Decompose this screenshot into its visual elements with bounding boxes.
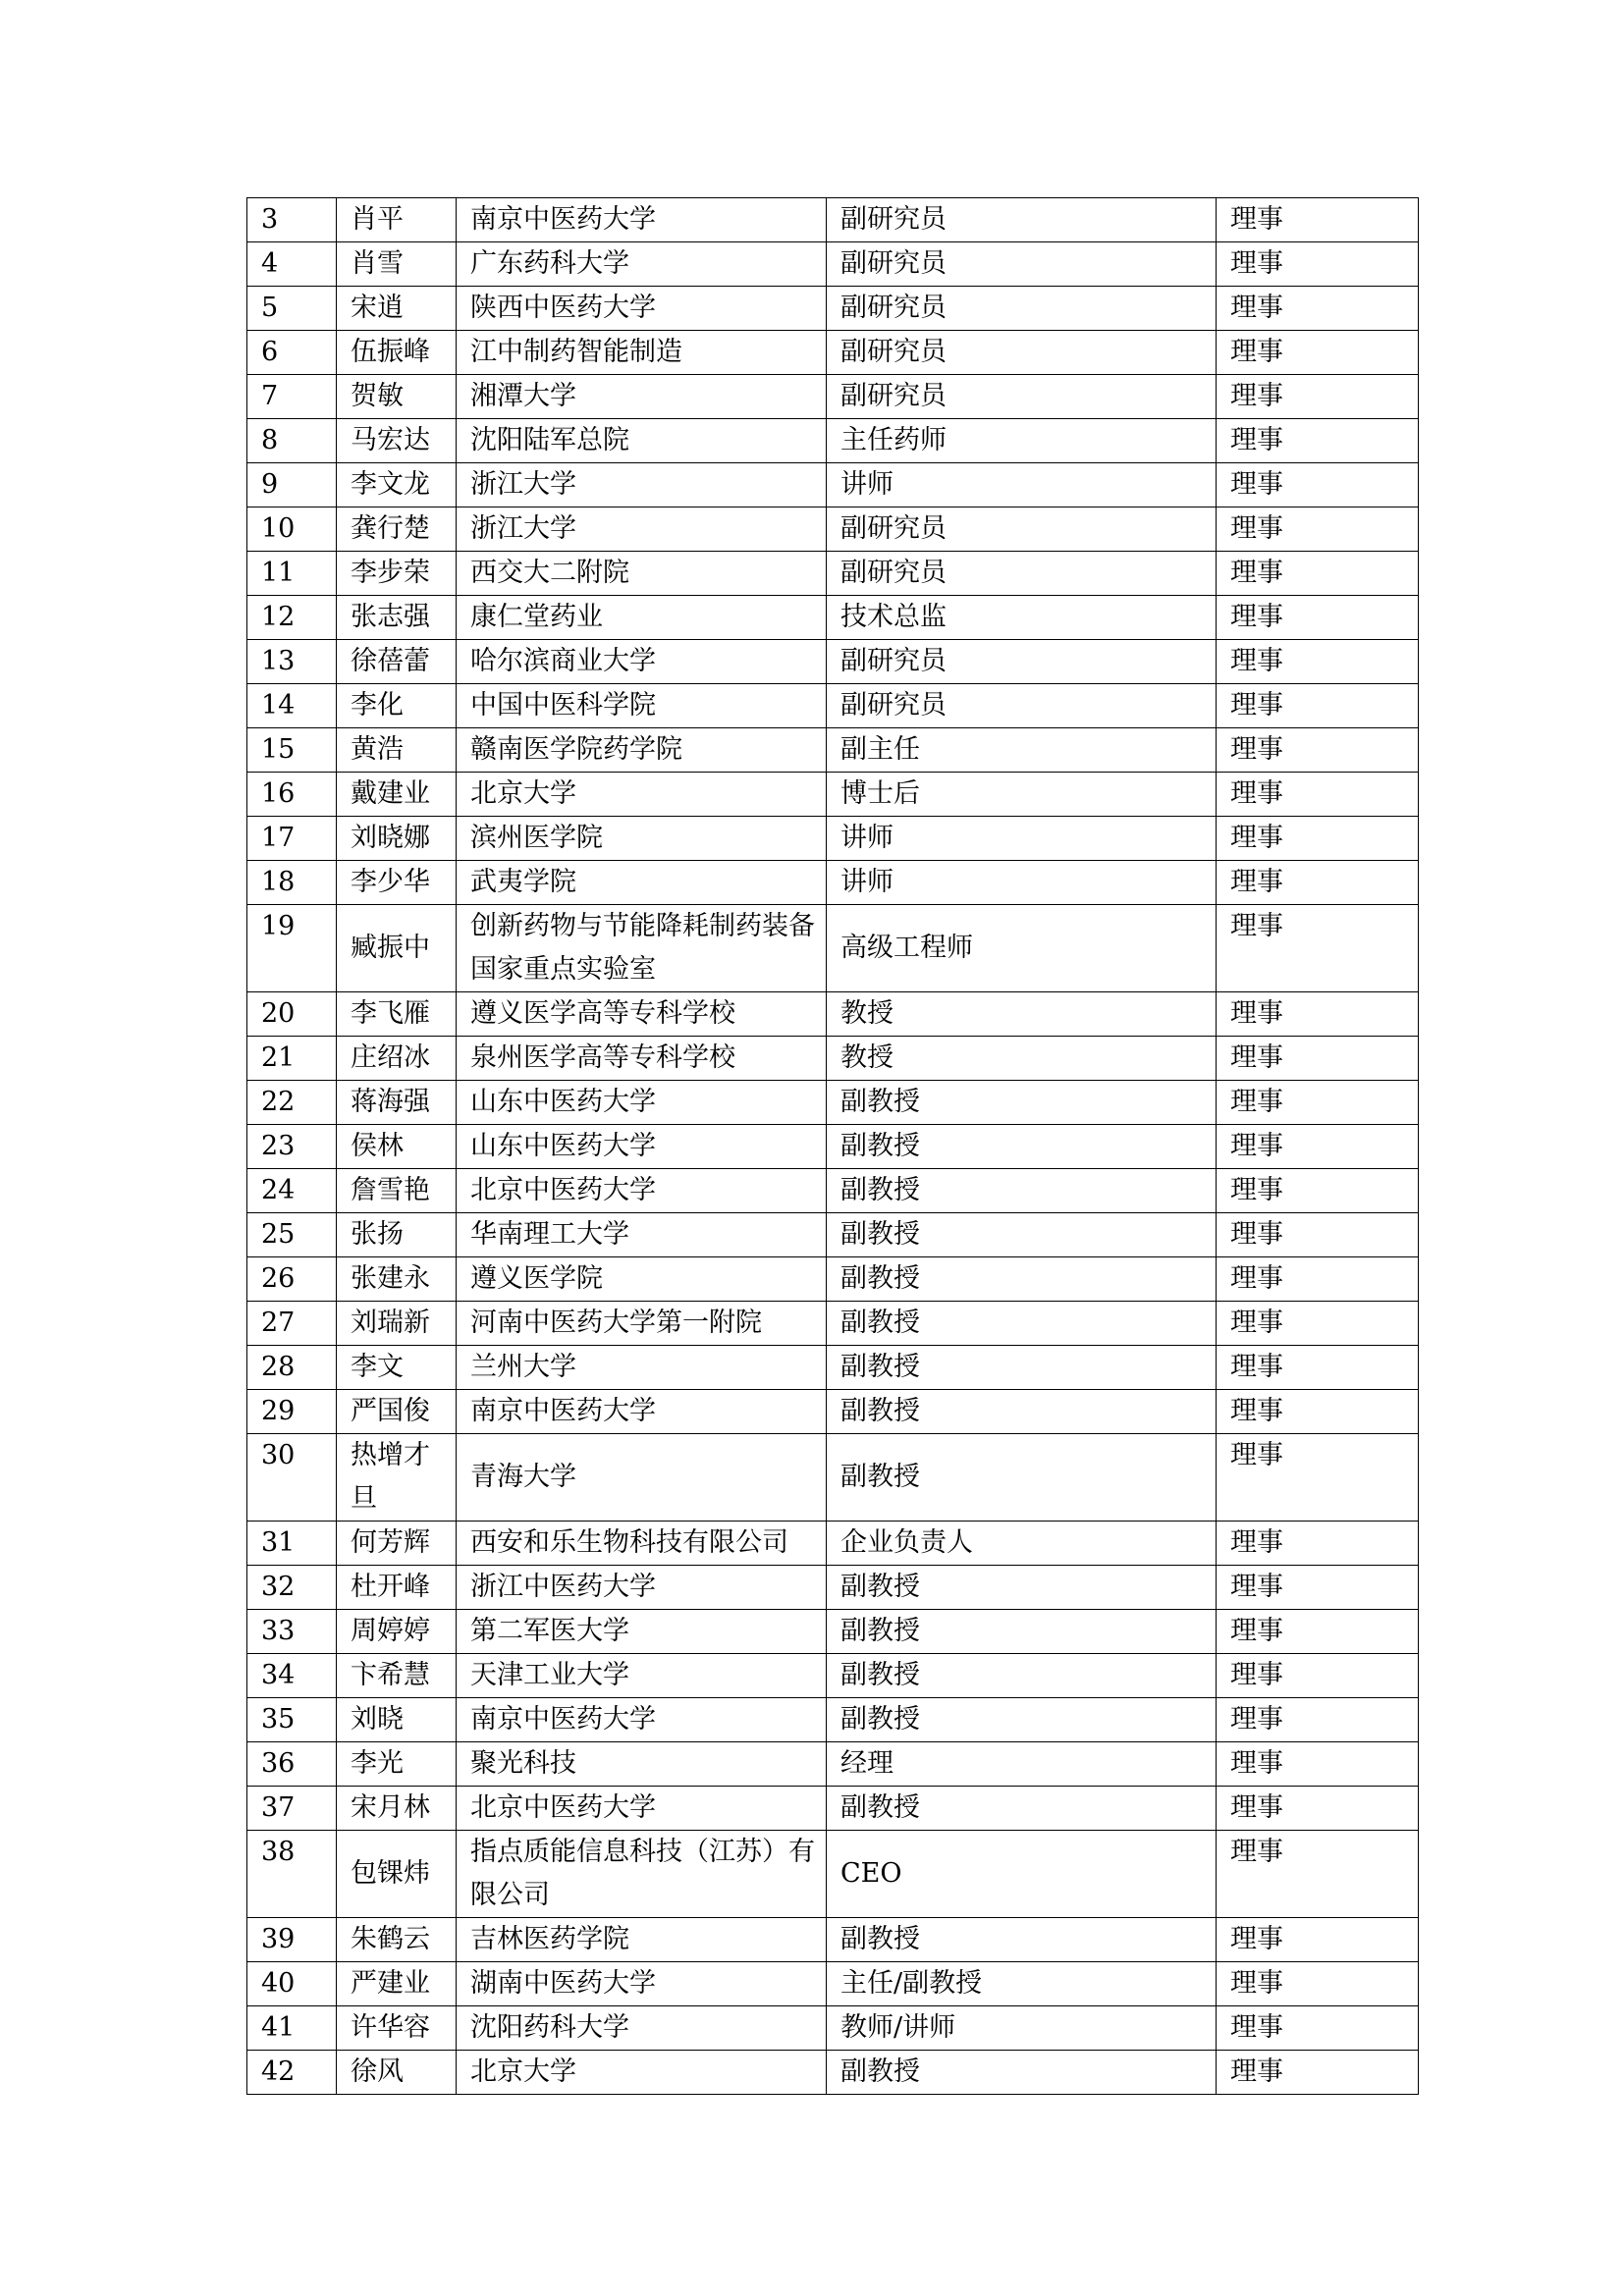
member-name: 李文	[337, 1346, 457, 1390]
member-organization: 江中制药智能制造	[457, 331, 827, 375]
member-organization: 北京中医药大学	[457, 1169, 827, 1213]
table-row	[247, 1522, 1419, 1566]
member-name: 严国俊	[337, 1390, 457, 1434]
member-name: 肖平	[337, 198, 457, 242]
member-role: 理事	[1217, 1698, 1419, 1742]
table-row	[247, 1081, 1419, 1125]
member-name: 何芳辉	[337, 1522, 457, 1566]
table-row	[247, 861, 1419, 905]
member-role: 理事	[1217, 375, 1419, 419]
row-number: 31	[247, 1522, 337, 1566]
row-number: 12	[247, 596, 337, 640]
member-organization: 遵义医学高等专科学校	[457, 992, 827, 1037]
member-name: 刘瑞新	[337, 1302, 457, 1346]
member-name: 卞希慧	[337, 1654, 457, 1698]
member-organization: 康仁堂药业	[457, 596, 827, 640]
row-number: 33	[247, 1610, 337, 1654]
member-role: 理事	[1217, 773, 1419, 817]
member-title: 副教授	[827, 2051, 1217, 2095]
member-role: 理事	[1217, 2006, 1419, 2051]
member-name: 刘晓	[337, 1698, 457, 1742]
member-title: 副研究员	[827, 375, 1217, 419]
member-organization: 河南中医药大学第一附院	[457, 1302, 827, 1346]
row-number: 39	[247, 1918, 337, 1962]
member-name: 张建永	[337, 1257, 457, 1302]
member-name: 肖雪	[337, 242, 457, 287]
member-name: 李文龙	[337, 463, 457, 507]
table-row	[247, 817, 1419, 861]
row-number: 19	[247, 905, 337, 992]
member-organization: 浙江大学	[457, 507, 827, 552]
table-row	[247, 728, 1419, 773]
member-role: 理事	[1217, 1390, 1419, 1434]
row-number: 41	[247, 2006, 337, 2051]
table-row	[247, 773, 1419, 817]
member-role: 理事	[1217, 1566, 1419, 1610]
table-row	[247, 1125, 1419, 1169]
table-row	[247, 684, 1419, 728]
member-name: 马宏达	[337, 419, 457, 463]
member-organization: 山东中医药大学	[457, 1081, 827, 1125]
row-number: 5	[247, 287, 337, 331]
table-row	[247, 2006, 1419, 2051]
member-role: 理事	[1217, 728, 1419, 773]
row-number: 38	[247, 1831, 337, 1918]
member-organization: 吉林医药学院	[457, 1918, 827, 1962]
member-title: 副教授	[827, 1125, 1217, 1169]
row-number: 24	[247, 1169, 337, 1213]
member-role: 理事	[1217, 1213, 1419, 1257]
row-number: 26	[247, 1257, 337, 1302]
member-organization: 天津工业大学	[457, 1654, 827, 1698]
member-organization: 哈尔滨商业大学	[457, 640, 827, 684]
member-role: 理事	[1217, 1346, 1419, 1390]
table-row	[247, 1787, 1419, 1831]
member-title: 副教授	[827, 1610, 1217, 1654]
member-name: 徐蓓蕾	[337, 640, 457, 684]
row-number: 16	[247, 773, 337, 817]
member-organization: 广东药科大学	[457, 242, 827, 287]
row-number: 9	[247, 463, 337, 507]
member-title: 高级工程师	[827, 905, 1217, 992]
member-title: 副研究员	[827, 287, 1217, 331]
member-role: 理事	[1217, 463, 1419, 507]
member-organization: 北京大学	[457, 2051, 827, 2095]
member-name: 戴建业	[337, 773, 457, 817]
member-role: 理事	[1217, 1125, 1419, 1169]
member-role: 理事	[1217, 861, 1419, 905]
member-title: CEO	[827, 1831, 1217, 1918]
member-role: 理事	[1217, 817, 1419, 861]
table-row	[247, 1346, 1419, 1390]
member-name: 朱鹤云	[337, 1918, 457, 1962]
member-organization: 南京中医药大学	[457, 198, 827, 242]
table-row	[247, 1566, 1419, 1610]
member-role: 理事	[1217, 1610, 1419, 1654]
member-organization: 浙江中医药大学	[457, 1566, 827, 1610]
member-title: 副研究员	[827, 552, 1217, 596]
member-role: 理事	[1217, 596, 1419, 640]
member-title: 主任/副教授	[827, 1962, 1217, 2006]
member-title: 副研究员	[827, 640, 1217, 684]
row-number: 8	[247, 419, 337, 463]
member-organization: 湘潭大学	[457, 375, 827, 419]
table-row	[247, 1390, 1419, 1434]
member-title: 讲师	[827, 861, 1217, 905]
member-organization: 沈阳药科大学	[457, 2006, 827, 2051]
member-organization: 浙江大学	[457, 463, 827, 507]
member-role: 理事	[1217, 552, 1419, 596]
row-number: 4	[247, 242, 337, 287]
row-number: 20	[247, 992, 337, 1037]
member-organization: 西交大二附院	[457, 552, 827, 596]
member-role: 理事	[1217, 1962, 1419, 2006]
member-name: 臧振中	[337, 905, 457, 992]
member-table	[246, 197, 1419, 2095]
row-number: 42	[247, 2051, 337, 2095]
member-organization: 赣南医学院药学院	[457, 728, 827, 773]
member-organization: 指点质能信息科技（江苏）有限公司	[457, 1831, 827, 1918]
member-name: 詹雪艳	[337, 1169, 457, 1213]
member-role: 理事	[1217, 331, 1419, 375]
member-title: 副教授	[827, 1698, 1217, 1742]
member-name: 黄浩	[337, 728, 457, 773]
member-role: 理事	[1217, 198, 1419, 242]
table-row	[247, 242, 1419, 287]
table-row	[247, 1434, 1419, 1522]
member-title: 副研究员	[827, 331, 1217, 375]
row-number: 21	[247, 1037, 337, 1081]
row-number: 29	[247, 1390, 337, 1434]
member-title: 主任药师	[827, 419, 1217, 463]
member-organization: 第二军医大学	[457, 1610, 827, 1654]
member-title: 副教授	[827, 1081, 1217, 1125]
member-title: 讲师	[827, 463, 1217, 507]
row-number: 14	[247, 684, 337, 728]
member-title: 经理	[827, 1742, 1217, 1787]
member-title: 副教授	[827, 1346, 1217, 1390]
member-title: 教授	[827, 1037, 1217, 1081]
member-name: 伍振峰	[337, 331, 457, 375]
table-row	[247, 463, 1419, 507]
member-name: 徐风	[337, 2051, 457, 2095]
member-title: 副教授	[827, 1257, 1217, 1302]
member-title: 副教授	[827, 1918, 1217, 1962]
member-organization: 华南理工大学	[457, 1213, 827, 1257]
table-row	[247, 419, 1419, 463]
member-role: 理事	[1217, 2051, 1419, 2095]
row-number: 37	[247, 1787, 337, 1831]
member-role: 理事	[1217, 1522, 1419, 1566]
member-role: 理事	[1217, 1831, 1419, 1918]
member-organization: 中国中医科学院	[457, 684, 827, 728]
row-number: 32	[247, 1566, 337, 1610]
table-row	[247, 507, 1419, 552]
table-row	[247, 640, 1419, 684]
member-organization: 遵义医学院	[457, 1257, 827, 1302]
member-role: 理事	[1217, 507, 1419, 552]
member-name: 贺敏	[337, 375, 457, 419]
row-number: 22	[247, 1081, 337, 1125]
member-role: 理事	[1217, 1787, 1419, 1831]
member-organization: 滨州医学院	[457, 817, 827, 861]
member-title: 副教授	[827, 1654, 1217, 1698]
member-role: 理事	[1217, 905, 1419, 992]
table-row	[247, 375, 1419, 419]
member-name: 李少华	[337, 861, 457, 905]
row-number: 34	[247, 1654, 337, 1698]
member-title: 副教授	[827, 1169, 1217, 1213]
row-number: 35	[247, 1698, 337, 1742]
member-name: 蒋海强	[337, 1081, 457, 1125]
member-role: 理事	[1217, 1302, 1419, 1346]
table-row	[247, 1257, 1419, 1302]
row-number: 28	[247, 1346, 337, 1390]
member-title: 副教授	[827, 1390, 1217, 1434]
member-title: 教师/讲师	[827, 2006, 1217, 2051]
member-organization: 陕西中医药大学	[457, 287, 827, 331]
member-role: 理事	[1217, 419, 1419, 463]
table-row	[247, 1918, 1419, 1962]
member-role: 理事	[1217, 992, 1419, 1037]
member-organization: 兰州大学	[457, 1346, 827, 1390]
table-row	[247, 596, 1419, 640]
row-number: 36	[247, 1742, 337, 1787]
member-name: 张扬	[337, 1213, 457, 1257]
member-role: 理事	[1217, 1169, 1419, 1213]
member-name: 李飞雁	[337, 992, 457, 1037]
member-name: 杜开峰	[337, 1566, 457, 1610]
member-title: 教授	[827, 992, 1217, 1037]
member-name: 李步荣	[337, 552, 457, 596]
member-role: 理事	[1217, 242, 1419, 287]
row-number: 3	[247, 198, 337, 242]
member-title: 副教授	[827, 1302, 1217, 1346]
member-title: 博士后	[827, 773, 1217, 817]
member-name: 包锞炜	[337, 1831, 457, 1918]
member-role: 理事	[1217, 287, 1419, 331]
row-number: 40	[247, 1962, 337, 2006]
row-number: 7	[247, 375, 337, 419]
member-title: 企业负责人	[827, 1522, 1217, 1566]
member-name: 热增才旦	[337, 1434, 457, 1522]
member-title: 副教授	[827, 1434, 1217, 1522]
member-role: 理事	[1217, 1918, 1419, 1962]
member-organization: 南京中医药大学	[457, 1390, 827, 1434]
member-name: 张志强	[337, 596, 457, 640]
member-title: 讲师	[827, 817, 1217, 861]
member-name: 周婷婷	[337, 1610, 457, 1654]
table-row	[247, 331, 1419, 375]
table-row	[247, 1742, 1419, 1787]
member-organization: 山东中医药大学	[457, 1125, 827, 1169]
row-number: 15	[247, 728, 337, 773]
member-title: 副研究员	[827, 242, 1217, 287]
member-role: 理事	[1217, 1257, 1419, 1302]
table-row	[247, 992, 1419, 1037]
table-row	[247, 1654, 1419, 1698]
row-number: 10	[247, 507, 337, 552]
member-organization: 沈阳陆军总院	[457, 419, 827, 463]
member-name: 李化	[337, 684, 457, 728]
row-number: 11	[247, 552, 337, 596]
member-organization: 创新药物与节能降耗制药装备国家重点实验室	[457, 905, 827, 992]
table-row	[247, 552, 1419, 596]
member-organization: 聚光科技	[457, 1742, 827, 1787]
member-name: 庄绍冰	[337, 1037, 457, 1081]
table-row	[247, 905, 1419, 992]
member-title: 副研究员	[827, 684, 1217, 728]
row-number: 23	[247, 1125, 337, 1169]
member-role: 理事	[1217, 1742, 1419, 1787]
member-title: 副教授	[827, 1787, 1217, 1831]
table-row	[247, 1037, 1419, 1081]
member-organization: 武夷学院	[457, 861, 827, 905]
member-role: 理事	[1217, 1654, 1419, 1698]
member-title: 副主任	[827, 728, 1217, 773]
member-role: 理事	[1217, 640, 1419, 684]
row-number: 13	[247, 640, 337, 684]
member-organization: 北京中医药大学	[457, 1787, 827, 1831]
row-number: 6	[247, 331, 337, 375]
member-organization: 西安和乐生物科技有限公司	[457, 1522, 827, 1566]
member-table-body	[247, 198, 1419, 2095]
table-row	[247, 1610, 1419, 1654]
member-organization: 泉州医学高等专科学校	[457, 1037, 827, 1081]
member-name: 刘晓娜	[337, 817, 457, 861]
row-number: 17	[247, 817, 337, 861]
table-row	[247, 1831, 1419, 1918]
table-row	[247, 1302, 1419, 1346]
table-row	[247, 1698, 1419, 1742]
table-row	[247, 1213, 1419, 1257]
member-role: 理事	[1217, 1081, 1419, 1125]
member-organization: 青海大学	[457, 1434, 827, 1522]
row-number: 18	[247, 861, 337, 905]
member-name: 龚行楚	[337, 507, 457, 552]
member-role: 理事	[1217, 684, 1419, 728]
table-row	[247, 287, 1419, 331]
table-row	[247, 198, 1419, 242]
row-number: 30	[247, 1434, 337, 1522]
member-role: 理事	[1217, 1434, 1419, 1522]
row-number: 27	[247, 1302, 337, 1346]
table-row	[247, 1169, 1419, 1213]
member-name: 许华容	[337, 2006, 457, 2051]
member-role: 理事	[1217, 1037, 1419, 1081]
member-name: 宋月林	[337, 1787, 457, 1831]
member-name: 李光	[337, 1742, 457, 1787]
member-name: 侯林	[337, 1125, 457, 1169]
member-name: 严建业	[337, 1962, 457, 2006]
member-name: 宋逍	[337, 287, 457, 331]
member-title: 副教授	[827, 1566, 1217, 1610]
member-title: 副研究员	[827, 507, 1217, 552]
member-title: 技术总监	[827, 596, 1217, 640]
member-organization: 南京中医药大学	[457, 1698, 827, 1742]
table-row	[247, 2051, 1419, 2095]
member-organization: 湖南中医药大学	[457, 1962, 827, 2006]
member-title: 副教授	[827, 1213, 1217, 1257]
row-number: 25	[247, 1213, 337, 1257]
table-row	[247, 1962, 1419, 2006]
member-title: 副研究员	[827, 198, 1217, 242]
member-organization: 北京大学	[457, 773, 827, 817]
